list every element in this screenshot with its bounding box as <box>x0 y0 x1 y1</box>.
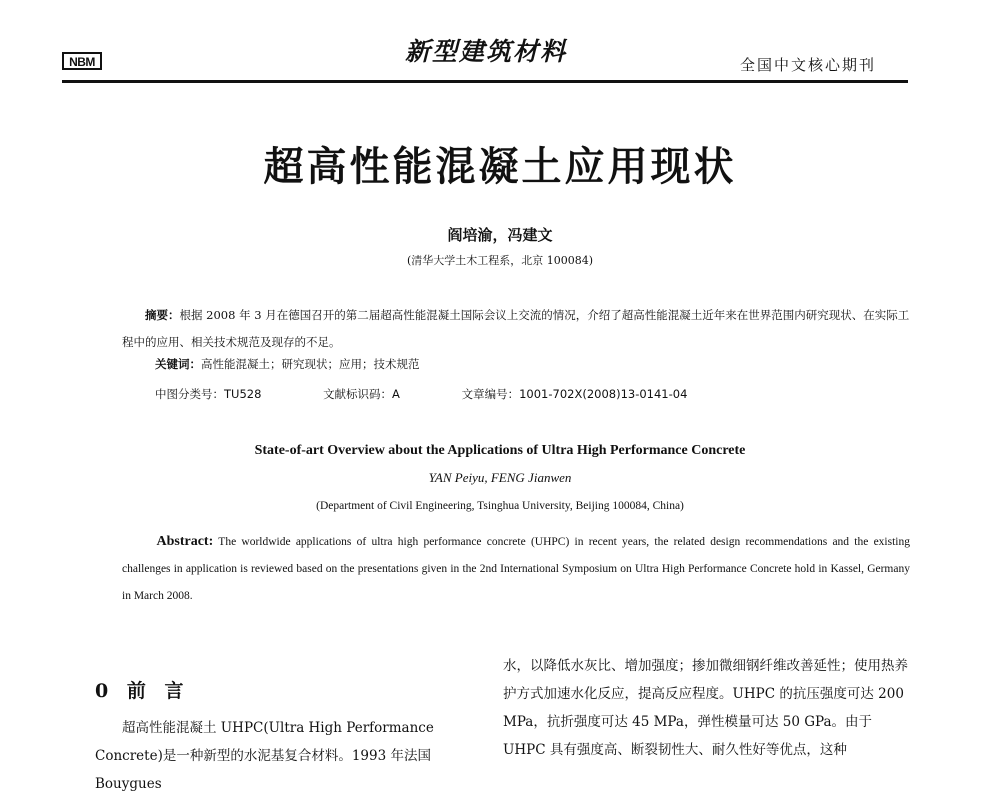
abstract-cn-text: 根据 2008 年 3 月在德国召开的第二届超高性能混凝土国际会议上交流的情况，介绍了超高性能混凝土近年来在世界范围内研究现状、在实际工程中的应用、相关技术规范及现存的不足。 <box>122 308 910 349</box>
authors: 阎培渝，冯建文 <box>447 226 553 244</box>
english-authors: YAN Peiyu, FENG Jianwen <box>428 470 572 485</box>
keywords <box>155 356 420 372</box>
english-abstract <box>122 528 910 610</box>
english-affiliation: (Department of Civil Engineering, Tsinghua University, Beijing 100084, China) <box>316 500 684 512</box>
keywords-text: 高性能混凝土；研究现状；应用；技术规范 <box>201 357 420 371</box>
paper-title: 超高性能混凝土应用现状 <box>263 144 737 190</box>
body-left-column: 超高性能混凝土 UHPC(Ultra High Performance Concrete)是一种新型的水泥基复合材料。1993 年法国 Bouygues <box>95 720 434 792</box>
body-right-column: 水，以降低水灰比、增加强度；掺加微细钢纤维改善延性；使用热养护方式加速水化反应，提高反应程度。UHPC 的抗压强度可达 200 MPa，抗折强度可达 45 MPa，弹性模量可达 50 GPa。由于 UHPC 具有强度高、断裂韧性大、耐久性好等优点，这种 <box>503 658 908 758</box>
header-rule <box>62 80 908 83</box>
english-abstract-label: Abstract: <box>156 534 214 549</box>
section-heading: 0 前 言 <box>95 680 190 702</box>
article-number: 文章编号：1001-702X(2008)13-0141-04 <box>461 387 688 401</box>
classification-line <box>155 386 687 402</box>
affiliation: (清华大学土木工程系，北京 100084) <box>406 254 594 267</box>
keywords-label: 关键词： <box>155 357 201 371</box>
clc-number: 中图分类号：TU528 <box>155 387 262 401</box>
english-title: State-of-art Overview about the Applications of Ultra High Performance Concrete <box>254 443 746 458</box>
core-journal-label: 全国中文核心期刊 <box>740 56 877 74</box>
document-code: 文献标识码：A <box>323 387 400 401</box>
journal-name: 新型建筑材料 <box>405 37 568 66</box>
abstract-cn <box>122 302 910 356</box>
english-abstract-text: The worldwide applications of ultra high performance concrete (UHPC) in recent years, the related design recommendations and the existing challenges in application is reviewed based on the presentations given in the 2nd International Symposium on Ultra High Performance Concrete hold in Kassel, Germany in March 2008. <box>122 536 910 602</box>
abstract-cn-label: 摘要： <box>145 308 180 322</box>
journal-logo: NBM <box>62 52 102 70</box>
